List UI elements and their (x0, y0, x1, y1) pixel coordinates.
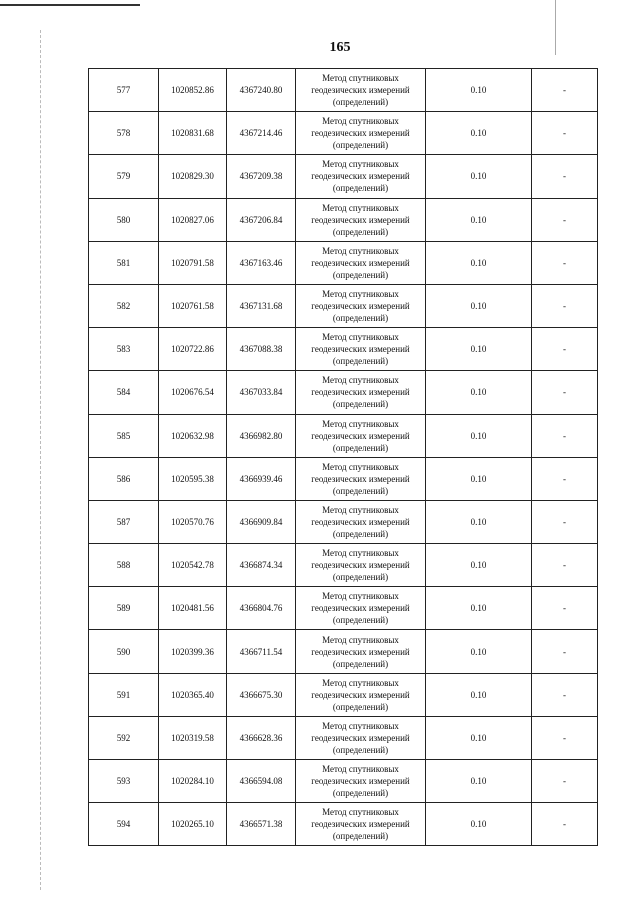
method-line: (определений) (332, 831, 389, 842)
accuracy-cell: 0.10 (426, 673, 532, 716)
table-row (89, 414, 598, 457)
x-coordinate-cell: 1020481.56 (159, 587, 227, 630)
point-number-cell: 591 (89, 673, 159, 716)
note-cell: - (532, 155, 598, 198)
point-number-cell: 586 (89, 457, 159, 500)
method-line: (определений) (332, 269, 389, 280)
method-line: (определений) (332, 183, 389, 194)
method-line: геодезических измерений (311, 387, 410, 398)
x-coordinate-cell: 1020761.58 (159, 284, 227, 327)
point-number-cell: 590 (89, 630, 159, 673)
note-cell: - (532, 414, 598, 457)
x-coordinate-cell: 1020595.38 (159, 457, 227, 500)
y-coordinate-cell: 4366874.34 (227, 544, 296, 587)
y-coordinate-cell: 4367206.84 (227, 198, 296, 241)
y-coordinate-cell: 4367163.46 (227, 241, 296, 284)
accuracy-cell: 0.10 (426, 69, 532, 112)
method-line: (определений) (332, 701, 389, 712)
note-cell: - (532, 500, 598, 543)
method-line: Метод спутниковых (322, 591, 399, 602)
note-cell: - (532, 198, 598, 241)
method-cell (296, 716, 426, 759)
table-row (89, 284, 598, 327)
method-line: геодезических измерений (311, 473, 410, 484)
method-cell (296, 500, 426, 543)
point-number-cell: 593 (89, 760, 159, 803)
method-line: (определений) (332, 226, 389, 237)
method-cell (296, 587, 426, 630)
y-coordinate-cell: 4366571.38 (227, 803, 296, 846)
point-number-cell: 578 (89, 112, 159, 155)
table-row (89, 760, 598, 803)
method-line: (определений) (332, 528, 389, 539)
method-line: (определений) (332, 744, 389, 755)
point-number-cell: 585 (89, 414, 159, 457)
method-line: (определений) (332, 788, 389, 799)
point-number-cell: 582 (89, 284, 159, 327)
x-coordinate-cell: 1020722.86 (159, 328, 227, 371)
method-line: геодезических измерений (311, 646, 410, 657)
x-coordinate-cell: 1020542.78 (159, 544, 227, 587)
note-cell: - (532, 716, 598, 759)
table-row (89, 803, 598, 846)
method-line: Метод спутниковых (322, 418, 399, 429)
method-line: Метод спутниковых (322, 504, 399, 515)
x-coordinate-cell: 1020365.40 (159, 673, 227, 716)
method-cell (296, 803, 426, 846)
method-line: Метод спутниковых (322, 764, 399, 775)
x-coordinate-cell: 1020265.10 (159, 803, 227, 846)
point-number-cell: 579 (89, 155, 159, 198)
method-line: Метод спутниковых (322, 548, 399, 559)
method-line: геодезических измерений (311, 214, 410, 225)
point-number-cell: 594 (89, 803, 159, 846)
y-coordinate-cell: 4366939.46 (227, 457, 296, 500)
accuracy-cell: 0.10 (426, 198, 532, 241)
method-line: геодезических измерений (311, 776, 410, 787)
x-coordinate-cell: 1020829.30 (159, 155, 227, 198)
x-coordinate-cell: 1020852.86 (159, 69, 227, 112)
x-coordinate-cell: 1020284.10 (159, 760, 227, 803)
method-cell (296, 414, 426, 457)
note-cell: - (532, 69, 598, 112)
table-row (89, 198, 598, 241)
method-line: (определений) (332, 572, 389, 583)
accuracy-cell: 0.10 (426, 284, 532, 327)
method-cell (296, 112, 426, 155)
method-line: геодезических измерений (311, 344, 410, 355)
method-line: геодезических измерений (311, 257, 410, 268)
table-body (89, 69, 598, 846)
method-line: Метод спутниковых (322, 73, 399, 84)
y-coordinate-cell: 4367214.46 (227, 112, 296, 155)
method-line: Метод спутниковых (322, 807, 399, 818)
note-cell: - (532, 457, 598, 500)
method-line: (определений) (332, 442, 389, 453)
accuracy-cell: 0.10 (426, 544, 532, 587)
method-line: (определений) (332, 658, 389, 669)
accuracy-cell: 0.10 (426, 587, 532, 630)
method-line: геодезических измерений (311, 128, 410, 139)
method-line: Метод спутниковых (322, 677, 399, 688)
method-line: геодезических измерений (311, 689, 410, 700)
y-coordinate-cell: 4366711.54 (227, 630, 296, 673)
point-number-cell: 587 (89, 500, 159, 543)
method-cell (296, 371, 426, 414)
method-line: Метод спутниковых (322, 375, 399, 386)
accuracy-cell: 0.10 (426, 500, 532, 543)
table-row (89, 587, 598, 630)
method-line: Метод спутниковых (322, 289, 399, 300)
note-cell: - (532, 284, 598, 327)
accuracy-cell: 0.10 (426, 803, 532, 846)
accuracy-cell: 0.10 (426, 630, 532, 673)
method-cell (296, 760, 426, 803)
method-line: геодезических измерений (311, 301, 410, 312)
point-number-cell: 581 (89, 241, 159, 284)
table-row (89, 630, 598, 673)
table-row (89, 112, 598, 155)
method-line: геодезических измерений (311, 430, 410, 441)
method-cell (296, 241, 426, 284)
y-coordinate-cell: 4366675.30 (227, 673, 296, 716)
method-line: (определений) (332, 97, 389, 108)
y-coordinate-cell: 4367088.38 (227, 328, 296, 371)
x-coordinate-cell: 1020399.36 (159, 630, 227, 673)
method-cell (296, 155, 426, 198)
method-cell (296, 328, 426, 371)
method-line: (определений) (332, 313, 389, 324)
note-cell: - (532, 241, 598, 284)
accuracy-cell: 0.10 (426, 457, 532, 500)
accuracy-cell: 0.10 (426, 371, 532, 414)
table-row (89, 371, 598, 414)
method-line: Метод спутниковых (322, 245, 399, 256)
method-line: Метод спутниковых (322, 332, 399, 343)
point-number-cell: 584 (89, 371, 159, 414)
x-coordinate-cell: 1020632.98 (159, 414, 227, 457)
coordinates-table (88, 68, 598, 846)
y-coordinate-cell: 4366628.36 (227, 716, 296, 759)
method-line: геодезических измерений (311, 603, 410, 614)
note-cell: - (532, 328, 598, 371)
method-line: Метод спутниковых (322, 202, 399, 213)
left-margin-line (40, 30, 41, 890)
method-cell (296, 198, 426, 241)
accuracy-cell: 0.10 (426, 760, 532, 803)
accuracy-cell: 0.10 (426, 241, 532, 284)
y-coordinate-cell: 4367209.38 (227, 155, 296, 198)
table-row (89, 673, 598, 716)
method-line: (определений) (332, 399, 389, 410)
method-line: (определений) (332, 615, 389, 626)
method-cell (296, 69, 426, 112)
method-cell (296, 630, 426, 673)
y-coordinate-cell: 4366982.80 (227, 414, 296, 457)
x-coordinate-cell: 1020570.76 (159, 500, 227, 543)
method-line: (определений) (332, 485, 389, 496)
point-number-cell: 589 (89, 587, 159, 630)
point-number-cell: 580 (89, 198, 159, 241)
y-coordinate-cell: 4367033.84 (227, 371, 296, 414)
method-cell (296, 544, 426, 587)
note-cell: - (532, 673, 598, 716)
x-coordinate-cell: 1020791.58 (159, 241, 227, 284)
note-cell: - (532, 630, 598, 673)
y-coordinate-cell: 4367131.68 (227, 284, 296, 327)
method-line: геодезических измерений (311, 516, 410, 527)
accuracy-cell: 0.10 (426, 328, 532, 371)
x-coordinate-cell: 1020827.06 (159, 198, 227, 241)
table-row (89, 69, 598, 112)
method-cell (296, 457, 426, 500)
method-line: Метод спутниковых (322, 159, 399, 170)
note-cell: - (532, 587, 598, 630)
accuracy-cell: 0.10 (426, 414, 532, 457)
y-coordinate-cell: 4366804.76 (227, 587, 296, 630)
note-cell: - (532, 803, 598, 846)
accuracy-cell: 0.10 (426, 112, 532, 155)
method-line: (определений) (332, 140, 389, 151)
accuracy-cell: 0.10 (426, 716, 532, 759)
x-coordinate-cell: 1020831.68 (159, 112, 227, 155)
method-line: геодезических измерений (311, 819, 410, 830)
method-line: геодезических измерений (311, 732, 410, 743)
table-row (89, 500, 598, 543)
x-coordinate-cell: 1020676.54 (159, 371, 227, 414)
y-coordinate-cell: 4366909.84 (227, 500, 296, 543)
method-line: геодезических измерений (311, 560, 410, 571)
y-coordinate-cell: 4366594.08 (227, 760, 296, 803)
note-cell: - (532, 112, 598, 155)
method-cell (296, 284, 426, 327)
note-cell: - (532, 544, 598, 587)
method-line: (определений) (332, 356, 389, 367)
point-number-cell: 577 (89, 69, 159, 112)
point-number-cell: 592 (89, 716, 159, 759)
note-cell: - (532, 371, 598, 414)
method-line: Метод спутниковых (322, 461, 399, 472)
point-number-cell: 583 (89, 328, 159, 371)
table-row (89, 544, 598, 587)
table-row (89, 457, 598, 500)
table-row (89, 328, 598, 371)
method-line: геодезических измерений (311, 171, 410, 182)
method-line: Метод спутниковых (322, 720, 399, 731)
point-number-cell: 588 (89, 544, 159, 587)
method-line: геодезических измерений (311, 85, 410, 96)
table-row (89, 155, 598, 198)
method-line: Метод спутниковых (322, 634, 399, 645)
accuracy-cell: 0.10 (426, 155, 532, 198)
page-number: 165 (329, 40, 351, 55)
note-cell: - (532, 760, 598, 803)
y-coordinate-cell: 4367240.80 (227, 69, 296, 112)
table-row (89, 241, 598, 284)
method-line: Метод спутниковых (322, 116, 399, 127)
method-cell (296, 673, 426, 716)
table-row (89, 716, 598, 759)
top-rule (0, 4, 140, 6)
x-coordinate-cell: 1020319.58 (159, 716, 227, 759)
